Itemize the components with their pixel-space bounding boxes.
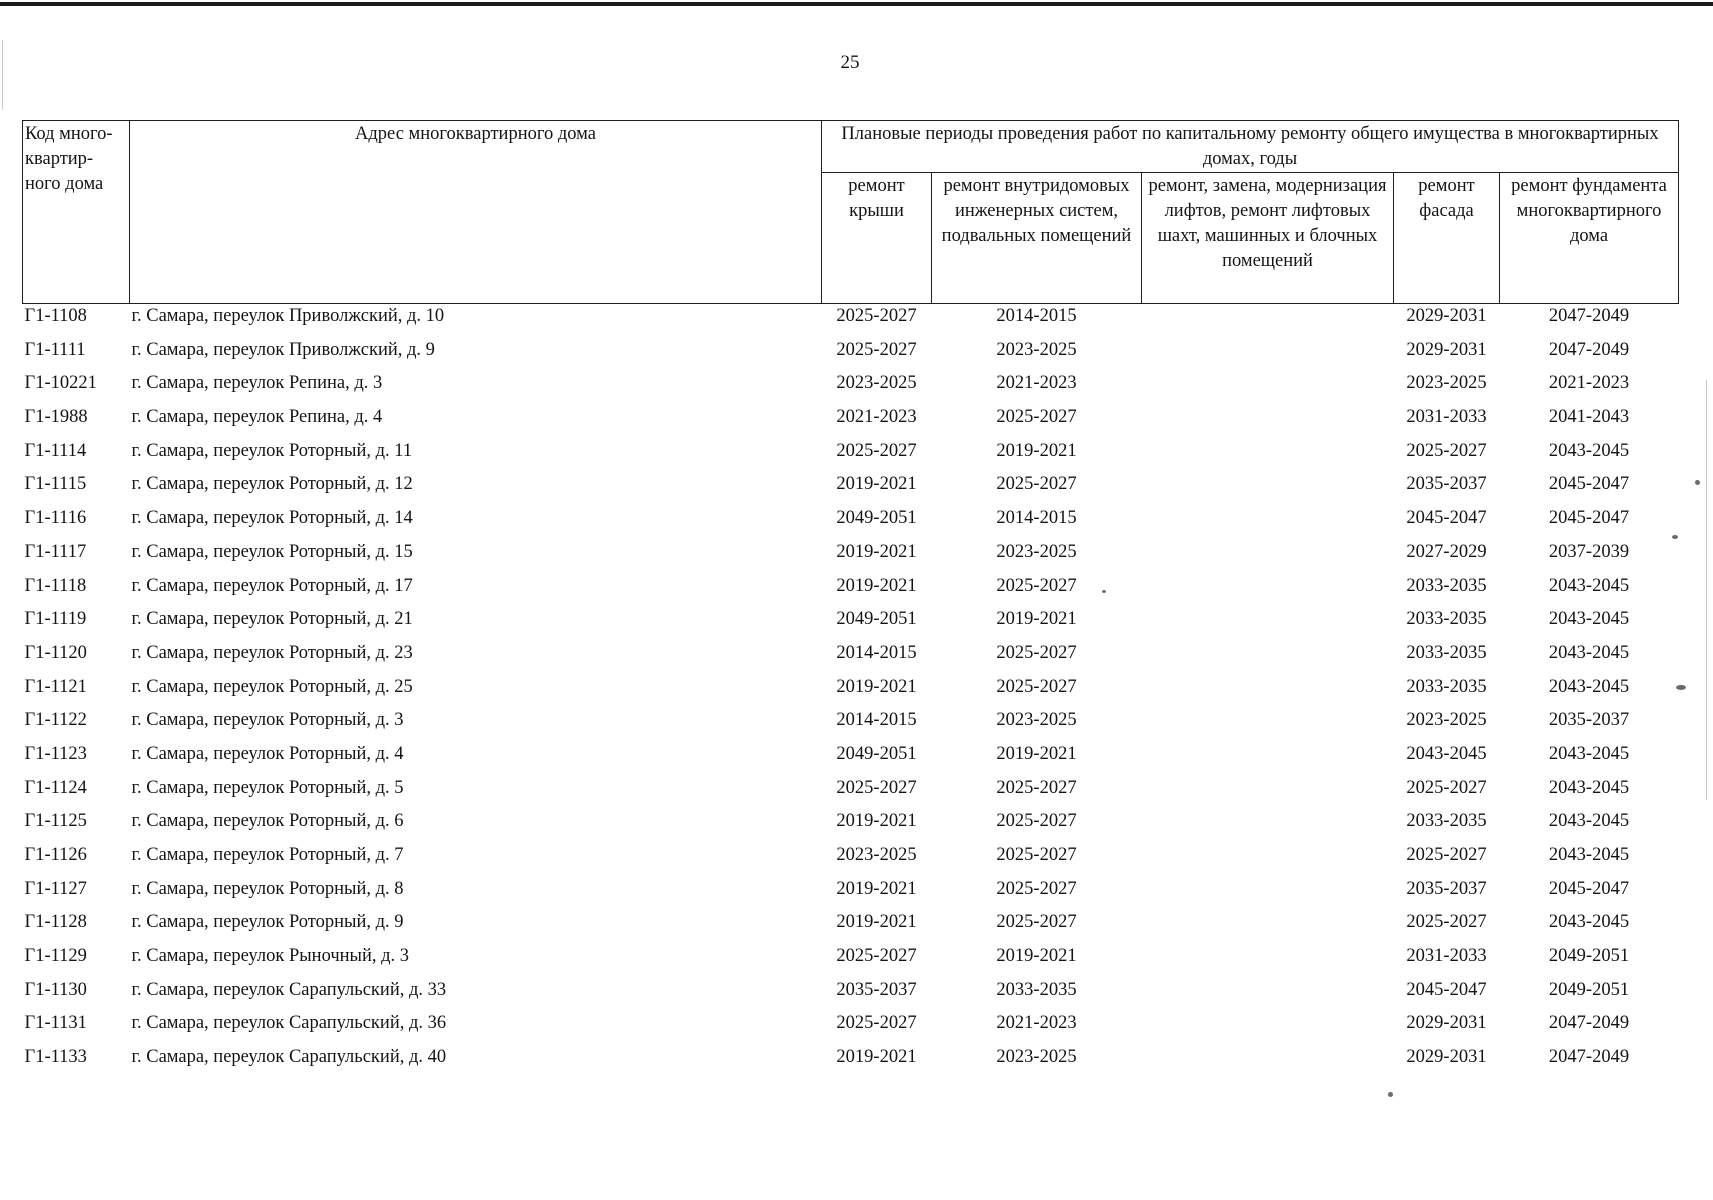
cell-code: Г1-1125 [24,811,87,832]
cell-roof: 2035-2037 [836,979,917,1000]
header-foundation: ремонт фундамента многоквартирного дома [1500,173,1679,304]
cell-facade: 2029-2031 [1406,339,1487,360]
cell-engineering-systems: 2025-2027 [996,777,1077,798]
cell-engineering-systems: 2019-2021 [996,743,1077,764]
cell-code: Г1-1123 [24,743,87,764]
cell-address: г. Самара, переулок Рыночный, д. 3 [131,946,410,967]
table-row [23,439,1679,473]
cell-foundation: 2037-2039 [1548,541,1630,562]
cell-elevators [1142,877,1394,911]
scan-speck [1676,685,1686,690]
cell-code: Г1-1124 [24,777,87,798]
cell-foundation: 2047-2049 [1548,306,1630,326]
cell-foundation: 2045-2047 [1548,508,1630,529]
cell-facade: 2031-2033 [1406,946,1487,967]
cell-code: Г1-1131 [24,1013,87,1034]
cell-engineering-systems: 2021-2023 [996,1013,1077,1034]
table-row [23,607,1679,641]
cell-roof: 2049-2051 [836,609,917,630]
cell-engineering-systems: 2025-2027 [996,575,1077,596]
cell-foundation: 2035-2037 [1548,710,1630,731]
cell-facade: 2033-2035 [1406,676,1487,697]
cell-facade: 2033-2035 [1406,642,1487,663]
cell-code: Г1-10221 [24,373,97,394]
table-row [23,506,1679,540]
cell-elevators [1142,742,1394,776]
table-row [23,910,1679,944]
cell-roof: 2021-2023 [836,407,917,428]
cell-engineering-systems: 2023-2025 [996,541,1077,562]
cell-engineering-systems: 2023-2025 [996,1047,1077,1068]
cell-foundation: 2043-2045 [1548,811,1630,832]
cell-address: г. Самара, переулок Роторный, д. 23 [131,642,413,663]
cell-address: г. Самара, переулок Сарапульский, д. 40 [131,1047,447,1068]
cell-code: Г1-1111 [24,339,86,360]
cell-elevators [1142,506,1394,540]
cell-roof: 2025-2027 [836,946,917,967]
cell-foundation: 2049-2051 [1548,946,1630,967]
scan-margin-line [2,40,3,110]
cell-foundation: 2045-2047 [1548,878,1630,899]
cell-address: г. Самара, переулок Роторный, д. 3 [131,710,404,731]
table-row [23,574,1679,608]
cell-engineering-systems: 2025-2027 [996,407,1077,428]
cell-facade: 2033-2035 [1406,575,1487,596]
cell-code: Г1-1108 [24,306,87,326]
scan-speck [1102,590,1106,593]
capital-repair-table [22,120,1679,1079]
table-row [23,405,1679,439]
cell-address: г. Самара, переулок Роторный, д. 25 [131,676,413,697]
table-row [23,809,1679,843]
cell-address: г. Самара, переулок Репина, д. 4 [131,407,383,428]
cell-facade: 2035-2037 [1406,878,1487,899]
cell-foundation: 2047-2049 [1548,1047,1630,1068]
cell-engineering-systems: 2033-2035 [996,979,1077,1000]
cell-engineering-systems: 2025-2027 [996,811,1077,832]
cell-engineering-systems: 2019-2021 [996,440,1077,461]
cell-foundation: 2047-2049 [1548,1013,1630,1034]
header-engineering-systems: ремонт внутридомовых инженерных систем, подвальных помещений [932,173,1142,304]
cell-address: г. Самара, переулок Приволжский, д. 9 [131,339,435,360]
table-row [23,877,1679,911]
cell-elevators [1142,607,1394,641]
cell-elevators [1142,1011,1394,1045]
cell-facade: 2025-2027 [1406,440,1487,461]
cell-elevators [1142,439,1394,473]
cell-elevators [1142,1045,1394,1079]
cell-address: г. Самара, переулок Роторный, д. 11 [131,440,413,461]
cell-elevators [1142,910,1394,944]
cell-foundation: 2043-2045 [1548,440,1630,461]
cell-foundation: 2043-2045 [1548,676,1630,697]
cell-roof: 2025-2027 [836,440,917,461]
cell-facade: 2025-2027 [1406,845,1487,865]
cell-engineering-systems: 2025-2027 [996,642,1077,663]
cell-code: Г1-1116 [24,508,87,529]
cell-code: Г1-1117 [24,541,87,562]
cell-address: г. Самара, переулок Сарапульский, д. 36 [131,1013,447,1034]
cell-foundation: 2043-2045 [1548,743,1630,764]
cell-foundation: 2021-2023 [1548,373,1630,394]
cell-code: Г1-1115 [24,474,87,495]
cell-roof: 2019-2021 [836,912,917,933]
table-row [23,776,1679,810]
cell-address: г. Самара, переулок Роторный, д. 12 [131,474,413,495]
cell-code: Г1-1120 [24,642,87,663]
cell-facade: 2029-2031 [1406,1047,1487,1068]
cell-elevators [1142,371,1394,405]
cell-engineering-systems: 2025-2027 [996,912,1077,933]
cell-address: г. Самара, переулок Роторный, д. 6 [131,811,404,832]
cell-roof: 2025-2027 [836,777,917,798]
cell-roof: 2025-2027 [836,339,917,360]
cell-code: Г1-1988 [24,407,88,428]
header-code: Код много-квартир-ного дома [23,121,130,304]
cell-roof: 2014-2015 [836,642,917,663]
cell-engineering-systems: 2025-2027 [996,474,1077,495]
cell-roof: 2019-2021 [836,1047,917,1068]
header-roof: ремонт крыши [822,173,932,304]
cell-facade: 2023-2025 [1406,710,1487,731]
cell-address: г. Самара, переулок Сарапульский, д. 33 [131,979,447,1000]
cell-address: г. Самара, переулок Роторный, д. 9 [131,912,404,933]
cell-elevators [1142,944,1394,978]
cell-facade: 2029-2031 [1406,306,1487,326]
cell-engineering-systems: 2014-2015 [996,306,1077,326]
cell-address: г. Самара, переулок Роторный, д. 15 [131,541,413,562]
table-row [23,472,1679,506]
table-row [23,1045,1679,1079]
cell-elevators [1142,978,1394,1012]
cell-address: г. Самара, переулок Приволжский, д. 10 [131,306,445,326]
cell-address: г. Самара, переулок Роторный, д. 8 [131,878,404,899]
cell-code: Г1-1119 [24,609,87,630]
cell-facade: 2035-2037 [1406,474,1487,495]
cell-elevators [1142,304,1394,338]
cell-foundation: 2043-2045 [1548,575,1630,596]
cell-code: Г1-1127 [24,878,87,899]
table-row [23,742,1679,776]
cell-roof: 2019-2021 [836,811,917,832]
cell-engineering-systems: 2023-2025 [996,710,1077,731]
cell-foundation: 2045-2047 [1548,474,1630,495]
table-row [23,540,1679,574]
cell-address: г. Самара, переулок Роторный, д. 14 [131,508,413,529]
cell-roof: 2049-2051 [836,743,917,764]
cell-code: Г1-1133 [24,1047,87,1068]
table-row [23,338,1679,372]
cell-elevators [1142,708,1394,742]
cell-facade: 2023-2025 [1406,373,1487,394]
cell-facade: 2045-2047 [1406,979,1487,1000]
cell-elevators [1142,843,1394,877]
cell-roof: 2019-2021 [836,575,917,596]
cell-code: Г1-1129 [24,946,87,967]
cell-roof: 2023-2025 [836,373,917,394]
table-row [23,944,1679,978]
cell-roof: 2019-2021 [836,878,917,899]
cell-code: Г1-1128 [24,912,87,933]
table-row [23,843,1679,877]
cell-elevators [1142,338,1394,372]
cell-facade: 2043-2045 [1406,743,1487,764]
cell-engineering-systems: 2019-2021 [996,609,1077,630]
cell-foundation: 2043-2045 [1548,777,1630,798]
cell-facade: 2045-2047 [1406,508,1487,529]
cell-elevators [1142,809,1394,843]
cell-foundation: 2041-2043 [1548,407,1630,428]
cell-code: Г1-1130 [24,979,87,1000]
cell-facade: 2025-2027 [1406,777,1487,798]
cell-roof: 2025-2027 [836,1013,917,1034]
table-row [23,304,1679,338]
table-row [23,708,1679,742]
cell-facade: 2033-2035 [1406,609,1487,630]
page-number: 25 [840,52,860,73]
header-elevators: ремонт, замена, модернизация лифтов, ремонт лифтовых шахт, машинных и блочных помещений [1142,173,1394,304]
cell-address: г. Самара, переулок Роторный, д. 21 [131,609,413,630]
cell-elevators [1142,641,1394,675]
scan-margin-line [1706,380,1707,800]
table-row [23,978,1679,1012]
cell-elevators [1142,540,1394,574]
cell-foundation: 2047-2049 [1548,339,1630,360]
cell-facade: 2025-2027 [1406,912,1487,933]
table-row [23,1011,1679,1045]
table-row [23,675,1679,709]
cell-foundation: 2049-2051 [1548,979,1630,1000]
cell-foundation: 2043-2045 [1548,912,1630,933]
cell-facade: 2027-2029 [1406,541,1487,562]
header-facade: ремонт фасада [1394,173,1500,304]
cell-roof: 2023-2025 [836,845,917,865]
cell-foundation: 2043-2045 [1548,642,1630,663]
top-border-rule [0,2,1713,6]
table-body [23,304,1679,1079]
scan-speck [1388,1092,1393,1097]
cell-code: Г1-1118 [24,575,87,596]
cell-elevators [1142,776,1394,810]
cell-address: г. Самара, переулок Роторный, д. 17 [131,575,413,596]
cell-foundation: 2043-2045 [1548,609,1630,630]
cell-elevators [1142,574,1394,608]
cell-roof: 2019-2021 [836,541,917,562]
cell-code: Г1-1126 [24,845,87,865]
cell-facade: 2033-2035 [1406,811,1487,832]
cell-code: Г1-1122 [24,710,87,731]
cell-roof: 2049-2051 [836,508,917,529]
header-address: Адрес многоквартирного дома [130,121,822,304]
cell-address: г. Самара, переулок Роторный, д. 7 [131,845,404,865]
cell-facade: 2029-2031 [1406,1013,1487,1034]
cell-foundation: 2043-2045 [1548,845,1630,865]
cell-elevators [1142,675,1394,709]
scan-speck [1695,480,1700,485]
cell-engineering-systems: 2021-2023 [996,373,1077,394]
cell-roof: 2019-2021 [836,676,917,697]
cell-engineering-systems: 2025-2027 [996,878,1077,899]
table-row [23,371,1679,405]
cell-roof: 2025-2027 [836,306,917,326]
cell-roof: 2019-2021 [836,474,917,495]
scan-speck [1672,535,1678,539]
header-planned-periods: Плановые периоды проведения работ по капитальному ремонту общего имущества в многоквартирных домах, годы [822,121,1679,173]
cell-engineering-systems: 2019-2021 [996,946,1077,967]
cell-engineering-systems: 2025-2027 [996,676,1077,697]
cell-roof: 2014-2015 [836,710,917,731]
cell-engineering-systems: 2014-2015 [996,508,1077,529]
cell-facade: 2031-2033 [1406,407,1487,428]
cell-engineering-systems: 2023-2025 [996,339,1077,360]
cell-code: Г1-1114 [24,440,87,461]
cell-elevators [1142,405,1394,439]
table-row [23,641,1679,675]
cell-elevators [1142,472,1394,506]
cell-address: г. Самара, переулок Роторный, д. 4 [131,743,404,764]
cell-address: г. Самара, переулок Репина, д. 3 [131,373,383,394]
cell-address: г. Самара, переулок Роторный, д. 5 [131,777,404,798]
cell-code: Г1-1121 [24,676,87,697]
cell-engineering-systems: 2025-2027 [996,845,1077,865]
table-header [23,121,1679,304]
